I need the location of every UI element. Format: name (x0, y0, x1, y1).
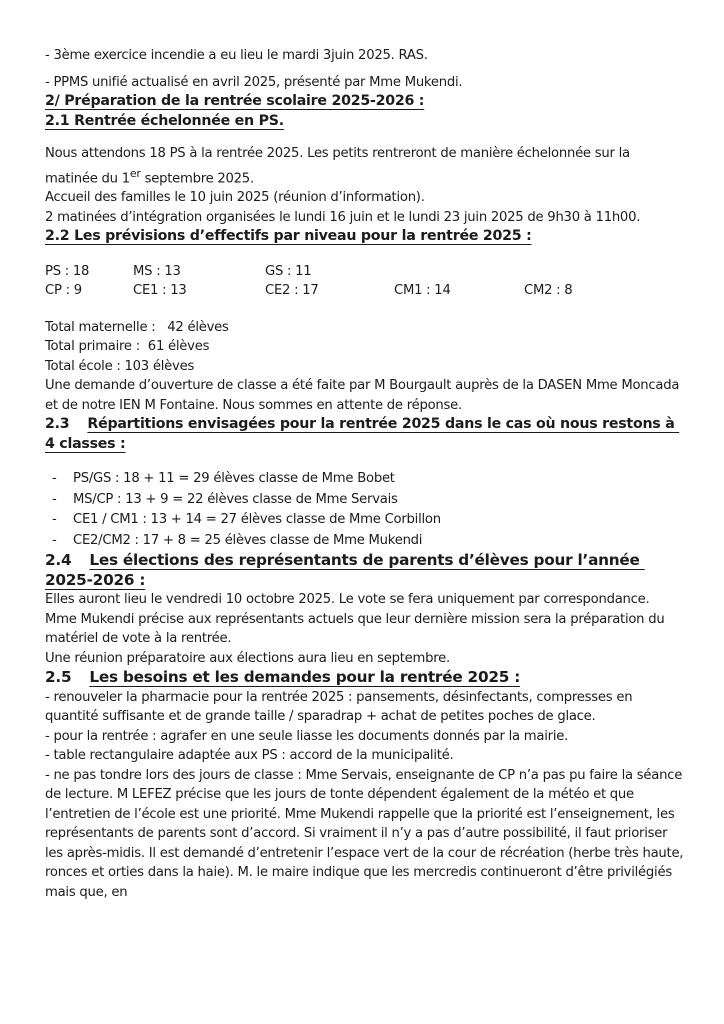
paragraph-ps-arrival-text: Nous attendons 18 PS à la rentrée 2025. Les petits rentreront de manière échelonnée sur la matinée du 1 (45, 146, 634, 186)
dash-marker: - (52, 512, 57, 528)
section-2-4-number: 2.4 (45, 551, 72, 570)
dash-marker: - (52, 491, 57, 507)
repartition-ce2-cm2: CE2/CM2 : 17 + 8 = 25 élèves classe de Mme Mukendi (73, 532, 423, 548)
besoin-tonte: - ne pas tondre lors des jours de classe : Mme Servais, enseignante de CP n’a pas pu faire la séance de lecture. M LEFEZ précise que les jours de tonte dépendent également de la météo et que l’entretien de l’école est une priorité. Mme Mukendi rappelle que la priorité est l’enseignement, les représentants de parents sont d’accord. Si vraiment il n’y a pas d’autre possibilité, il faut prioriser les après-midis. Il est demandé d’entretenir l’espace vert de la cour de récréation (herbe très haute, ronces et orties dans la haie). M. le maire indique que les mercredis continueront d’être privilégiés mais que, en (45, 767, 688, 900)
section-2-3-title-text: Répartitions envisagées pour la rentrée 2025 dans le cas où nous restons à 4 classes : (45, 416, 680, 452)
total-ecole: Total école : 103 élèves (45, 358, 195, 374)
total-maternelle: Total maternelle : 42 élèves (45, 319, 229, 335)
intro-line-1: - 3ème exercice incendie a eu lieu le mardi 3juin 2025. RAS. (45, 48, 428, 63)
besoin-liasse-mairie: - pour la rentrée : agrafer en une seule liasse les documents donnés par la mairie. (45, 728, 569, 744)
effectif-cm2: CM2 : 8 (524, 283, 573, 299)
totals-block (45, 318, 684, 416)
list-item (45, 469, 684, 490)
effectif-ce2: CE2 : 17 (265, 283, 319, 299)
effectifs-row-elementaire (45, 281, 684, 301)
section-2-1-title: 2.1 Rentrée échelonnée en PS. (45, 112, 284, 129)
effectif-ps: PS : 18 (45, 263, 90, 279)
effectif-cp: CP : 9 (45, 283, 82, 299)
repartition-list (45, 469, 684, 551)
total-primaire: Total primaire : 61 élèves (45, 339, 210, 355)
effectif-ce1: CE1 : 13 (133, 283, 187, 299)
paragraph-elections: Elles auront lieu le vendredi 10 octobre 2025. Le vote se fera uniquement par correspondance. Mme Mukendi précise aux représentants actuels que leur dernière mission sera la préparation du matériel de vote à la rentrée. (45, 592, 669, 647)
paragraph-matinees-integration: 2 matinées d’intégration organisées le lundi 16 juin et le lundi 23 juin 2025 de 9h30 à 11h00. (45, 209, 641, 225)
paragraph-ps-arrival-end: septembre 2025. (140, 170, 254, 186)
section-2-2-title: 2.2 Les prévisions d’effectifs par niveau pour la rentrée 2025 : (45, 228, 532, 245)
dash-marker: - (52, 532, 57, 548)
effectif-gs: GS : 11 (265, 263, 312, 279)
section-2-3-title (45, 415, 684, 454)
section-2-5-number: 2.5 (45, 668, 72, 687)
section-2-3-number: 2.3 (45, 416, 70, 433)
besoin-pharmacie: - renouveler la pharmacie pour la rentrée 2025 : pansements, désinfectants, compresses en quantité suffisante et de grande taille / sparadrap + achat de petites poches de glace. (45, 689, 637, 725)
effectif-empty-1 (394, 262, 524, 282)
list-item (45, 490, 684, 511)
section-2-5-title (45, 668, 684, 688)
list-item (45, 531, 684, 552)
section-2-4-title-text: Les élections des représentants de parents d’élèves pour l’année 2025-2026 : (45, 551, 645, 589)
dash-marker: - (52, 471, 57, 487)
besoin-table-ps: - table rectangulaire adaptée aux PS : accord de la municipalité. (45, 748, 454, 764)
section-2-5-title-text: Les besoins et les demandes pour la rentrée 2025 : (89, 668, 521, 687)
paragraph-reunion-preparatoire: Une réunion préparatoire aux élections aura lieu en septembre. (45, 650, 450, 666)
effectifs-table (45, 262, 684, 301)
section-2-1-body (45, 144, 684, 227)
repartition-ms-cp: MS/CP : 13 + 9 = 22 élèves classe de Mme Servais (73, 491, 398, 507)
paragraph-accueil-familles: Accueil des familles le 10 juin 2025 (réunion d’information). (45, 190, 425, 206)
superscript-er: er (129, 166, 141, 180)
intro-remarks (45, 46, 684, 92)
list-item (45, 510, 684, 531)
effectif-ms: MS : 13 (133, 263, 181, 279)
section-2-title: 2/ Préparation de la rentrée scolaire 2025-2026 : (45, 93, 425, 109)
intro-line-2: - PPMS unifié actualisé en avril 2025, présenté par Mme Mukendi. (45, 74, 463, 90)
paragraph-ps-arrival (45, 144, 684, 188)
effectifs-row-maternelle (45, 262, 684, 282)
section-2-4-title (45, 551, 684, 590)
repartition-ce1-cm1: CE1 / CM1 : 13 + 14 = 27 élèves classe de Mme Corbillon (73, 512, 441, 528)
effectif-cm1: CM1 : 14 (394, 283, 451, 299)
repartition-ps-gs: PS/GS : 18 + 11 = 29 élèves classe de Mme Bobet (73, 471, 395, 487)
paragraph-demande-ouverture: Une demande d’ouverture de classe a été faite par M Bourgault auprès de la DASEN Mme Moncada et de notre IEN M Fontaine. Nous sommes en attente de réponse. (45, 378, 684, 413)
besoins-list (45, 688, 688, 903)
